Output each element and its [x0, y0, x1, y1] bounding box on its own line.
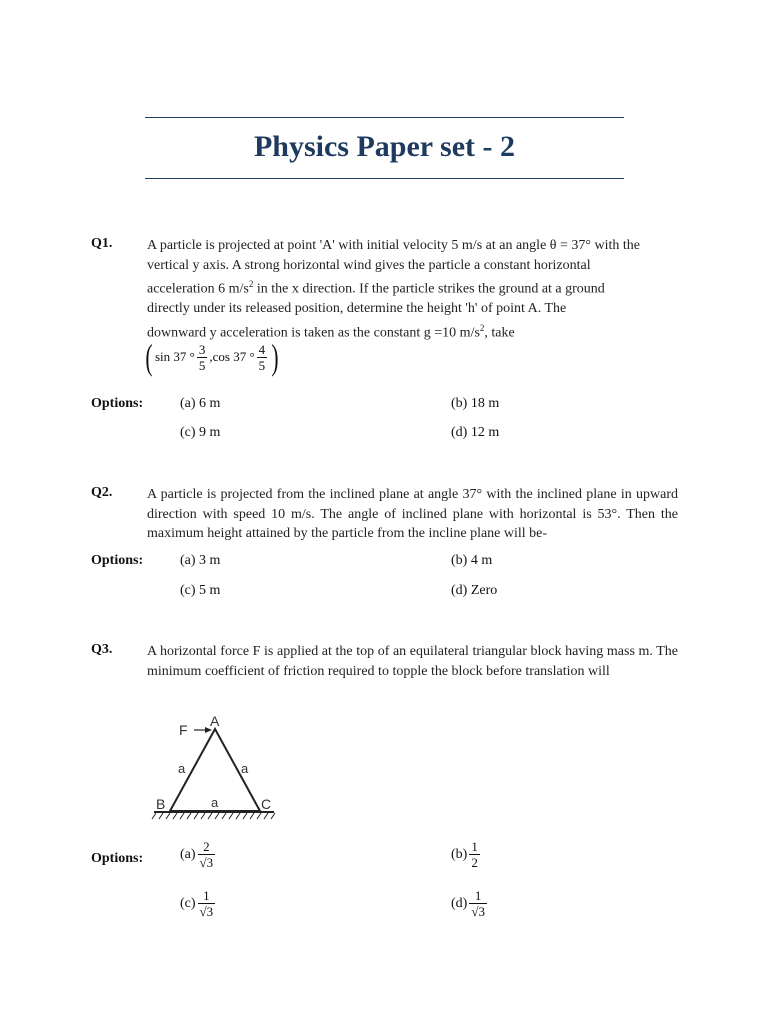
q1-option-d[interactable]: (d) 12 m: [451, 425, 500, 440]
q1-option-c[interactable]: (c) 9 m: [180, 425, 221, 440]
question-2-text: A particle is projected from the inclined plane at angle 37° with the inclined plane in upward direction with speed 10 m/s. The angle of inclined plane with horizontal is 53°. Then the maximum height attained by the particle from the incline plane will be-: [147, 487, 678, 541]
q3-options-label: Options:: [91, 851, 144, 866]
q1-trig-hint: ( sin 37 ° $\frac{3}{5}$ , cos 37 ° $\frac{4}{5}$ ): [145, 337, 279, 377]
title-bottom-rule: [145, 178, 624, 179]
q1-options-label: Options:: [91, 396, 144, 411]
question-number-2: Q2.: [91, 485, 113, 500]
q3-option-a[interactable]: (a) $\frac{2}{√3}$: [180, 839, 214, 870]
base-label: a: [211, 795, 219, 810]
vertex-b-label: B: [156, 796, 166, 812]
q2-option-d[interactable]: (d) Zero: [451, 583, 498, 598]
question-3-text: A horizontal force F is applied at the top of an equilateral triangular block having mass m. The minimum coefficient of friction required to topple the block before translation will: [147, 644, 678, 679]
q3-option-d-fraction: $\frac{1}{√3}$: [471, 888, 485, 919]
right-paren: ): [271, 337, 279, 377]
ground-hatching: [152, 813, 275, 819]
q1-line-2: vertical y axis. A strong horizontal wind gives the particle a constant horizontal: [147, 257, 591, 273]
left-paren: (: [145, 337, 153, 377]
q3-option-b-fraction: $\frac{1}{2}$: [471, 839, 478, 870]
q1-option-b[interactable]: (b) 18 m: [451, 396, 500, 411]
cos-label: cos 37 °: [212, 349, 255, 364]
side-right-label: a: [241, 761, 249, 776]
q1-option-a[interactable]: (a) 6 m: [180, 396, 221, 411]
q1-line-3: acceleration 6 $m/s^2$ in the x direction. If the particle strikes the ground at a ground: [147, 279, 605, 297]
q3-option-d[interactable]: (d) $\frac{1}{√3}$: [451, 888, 485, 919]
question-1-text: [147, 236, 678, 343]
q3-option-c-fraction: $\frac{1}{√3}$: [199, 888, 214, 919]
vertex-a-label: A: [210, 713, 220, 729]
q3-option-b[interactable]: (b) $\frac{1}{2}$: [451, 839, 478, 870]
sin-label: sin 37 °: [155, 349, 195, 364]
q1-line-4: directly under its released position, determine the height 'h' of point A. The: [147, 301, 567, 317]
question-number-3: Q3.: [91, 642, 113, 657]
q2-options-label: Options:: [91, 553, 144, 568]
cos-fraction: $\frac{4}{5}$: [258, 341, 266, 373]
force-label: F: [179, 722, 188, 738]
q3-option-a-fraction: $\frac{2}{√3}$: [199, 839, 214, 870]
q2-option-c[interactable]: (c) 5 m: [180, 583, 221, 598]
q2-option-b[interactable]: (b) 4 m: [451, 553, 493, 568]
q2-option-a[interactable]: (a) 3 m: [180, 553, 221, 568]
triangle-block-figure: [150, 712, 280, 824]
q1-line-5: downward y acceleration is taken as the constant g =10 $m/s^2$, take: [147, 322, 515, 341]
vertex-c-label: C: [261, 796, 272, 812]
q1-line-1: A particle is projected at point 'A' with initial velocity 5 m/s at an angle θ = 37° with the: [147, 238, 640, 253]
q3-option-c[interactable]: (c) $\frac{1}{√3}$: [180, 888, 214, 919]
title-top-rule: [145, 117, 624, 118]
question-number-1: Q1.: [91, 236, 113, 251]
page-title: Physics Paper set - 2: [253, 130, 516, 163]
side-left-label: a: [178, 761, 186, 776]
sin-fraction: $\frac{3}{5}$: [198, 341, 206, 373]
